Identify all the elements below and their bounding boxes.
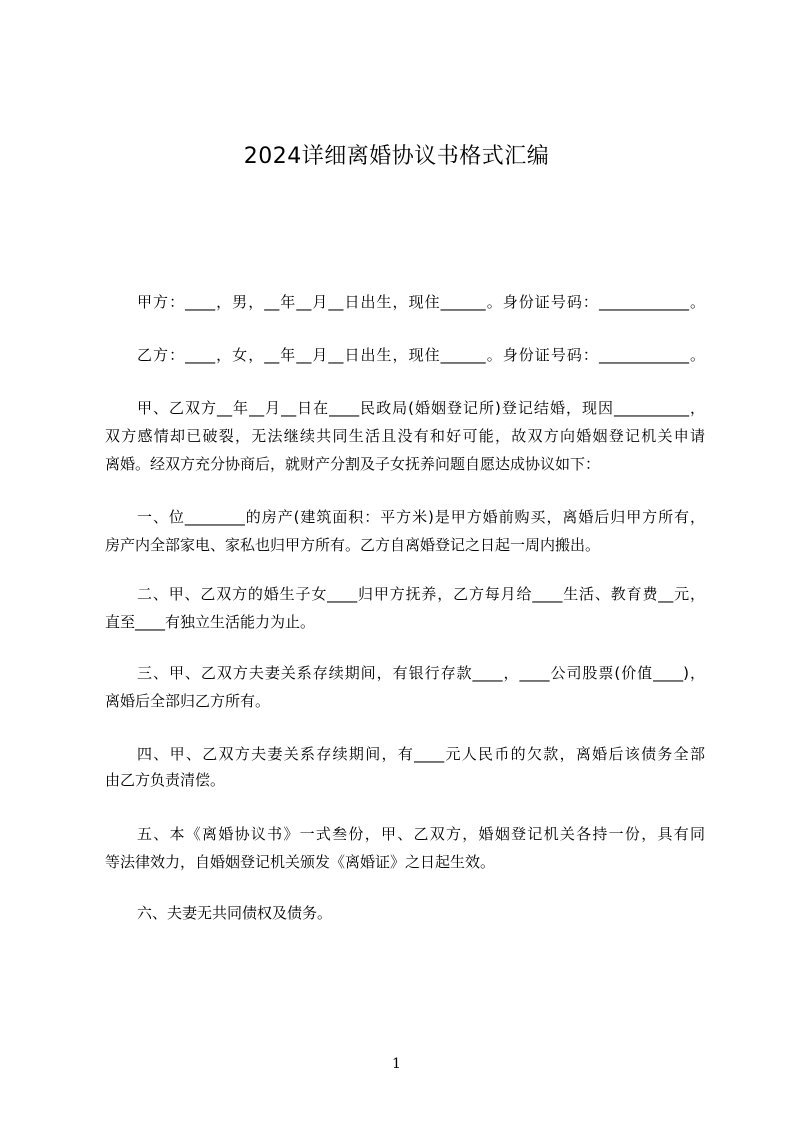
page-title: 2024详细离婚协议书格式汇编 (243, 144, 550, 169)
preamble-line-1: 甲、乙双方__年__月__日在____民政局(婚姻登记所)登记结婚，现因__________， (137, 399, 705, 417)
clause-2-line-1: 二、甲、乙双方的婚生子女____归甲方抚养，乙方每月给____生活、教育费__元， (137, 585, 705, 603)
clause-6-line: 六、夫妻无共同债权及债务。 (137, 904, 333, 922)
preamble-line-2: 双方感情却已破裂，无法继续共同生活且没有和好可能，故双方向婚姻登记机关申请 (105, 427, 705, 445)
clause-5-line-2: 等法律效力，自婚姻登记机关颁发《离婚证》之日起生效。 (105, 853, 496, 871)
party-b-line: 乙方：____，女，__年__月__日出生，现住______。身份证号码：____________。 (137, 346, 705, 364)
clause-3-line-1: 三、甲、乙双方夫妻关系存续期间，有银行存款____，____公司股票(价值____)， (137, 664, 705, 682)
page-number: 1 (392, 1056, 401, 1072)
clause-1-line-2: 房产内全部家电、家私也归甲方所有。乙方自离婚登记之日起一周内搬出。 (105, 536, 601, 554)
party-a-line: 甲方：____，男，__年__月__日出生，现住______。身份证号码：____________。 (137, 293, 705, 311)
clause-4-line-2: 由乙方负责清偿。 (105, 771, 226, 789)
clause-3-line-2: 离婚后全部归乙方所有。 (105, 692, 271, 710)
clause-4-line-1: 四、甲、乙双方夫妻关系存续期间，有____元人民币的欠款，离婚后该债务全部 (137, 745, 705, 763)
clause-1-line-1: 一、位________的房产(建筑面积：平方米)是甲方婚前购买，离婚后归甲方所有， (137, 508, 705, 526)
clause-5-line-1: 五、本《离婚协议书》一式叁份，甲、乙双方，婚姻登记机关各持一份，具有同 (137, 825, 705, 843)
clause-2-line-2: 直至____有独立生活能力为止。 (105, 613, 316, 631)
preamble-line-3: 离婚。经双方充分协商后，就财产分割及子女抚养问题自愿达成协议如下： (105, 455, 601, 473)
